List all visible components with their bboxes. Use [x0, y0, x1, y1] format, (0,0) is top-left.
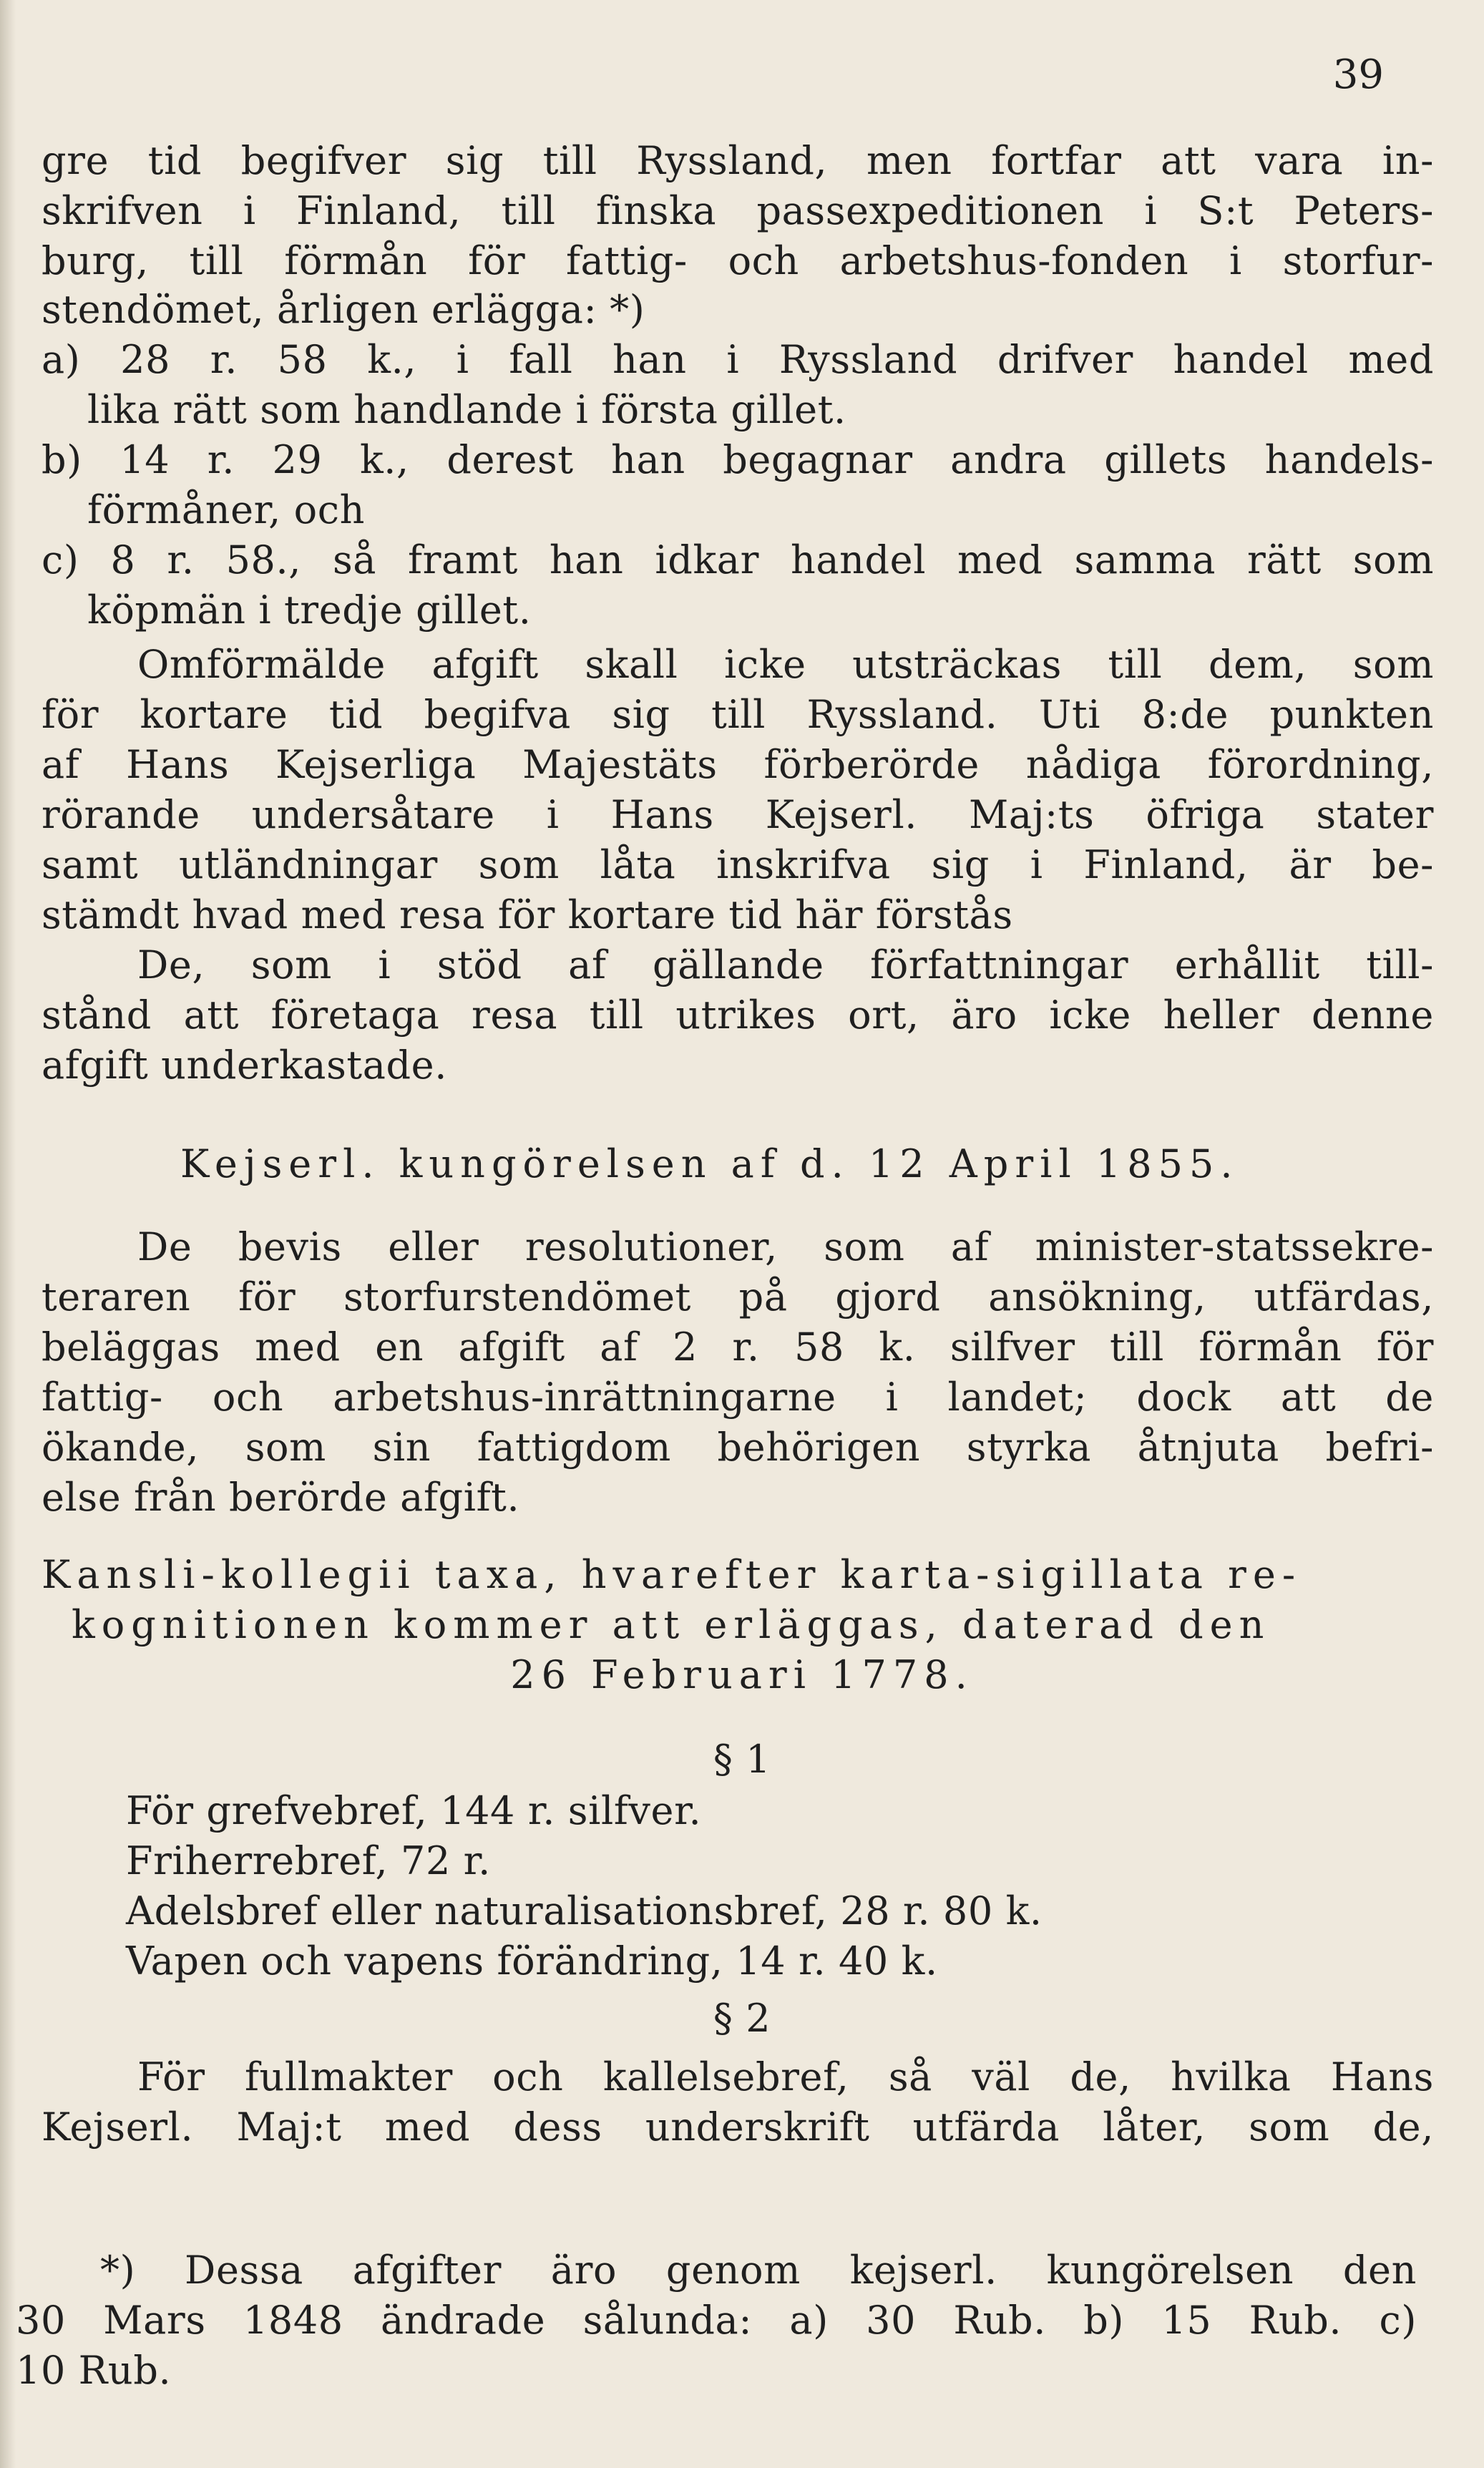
text-line: teraren för storfurstendömet på gjord ansökning, utfärdas, [42, 1274, 1434, 1320]
section-mark: § 2 [713, 1996, 771, 2041]
page-number: 39 [1332, 52, 1384, 98]
text-line: Kejserl. Maj:t med dess underskrift utfärda låter, som de, [42, 2104, 1434, 2150]
text-line: stånd att företaga resa till utrikes ort, äro icke heller denne [42, 992, 1434, 1038]
tariff-heading: kognitionen kommer att erläggas, daterad den [72, 1602, 1271, 1647]
list-item-c: c) 8 r. 58., så framt han idkar handel med samma rätt som [42, 537, 1434, 582]
paragraph-start: Omförmälde afgift skall icke utsträckas till dem, som [137, 642, 1434, 687]
text-line: förmåner, och [87, 487, 365, 532]
text-line: af Hans Kejserliga Majestäts förberörde nådiga förordning, [42, 742, 1434, 787]
text-line: för kortare tid begifva sig till Ryssland. Uti 8:de punkten [42, 692, 1434, 737]
text-line: ökande, som sin fattigdom behörigen styrka åtnjuta befri- [42, 1425, 1434, 1470]
text-line: rörande undersåtare i Hans Kejserl. Maj:ts öfriga stater [42, 792, 1434, 837]
section-heading: Kejserl. kungörelsen af d. 12 April 1855. [180, 1141, 1239, 1186]
tariff-item: Friherrebref, 72 r. [126, 1838, 491, 1883]
tariff-item: För grefvebref, 144 r. silfver. [126, 1788, 702, 1833]
footnote: 10 Rub. [16, 2348, 172, 2393]
paragraph-start: De, som i stöd af gällande författningar erhållit till- [137, 942, 1434, 987]
footnote: *) Dessa afgifter äro genom kejserl. kungörelsen den [100, 2248, 1417, 2293]
text-line: gre tid begifver sig till Ryssland, men fortfar att vara in- [42, 138, 1434, 183]
tariff-item: Vapen och vapens förändring, 14 r. 40 k. [126, 1938, 938, 1984]
text-line: burg, till förmån för fattig- och arbetshus-fonden i storfur- [42, 238, 1434, 283]
text-line: samt utländningar som låta inskrifva sig i Finland, är be- [42, 842, 1434, 887]
footnote: 30 Mars 1848 ändrade sålunda: a) 30 Rub. b) 15 Rub. c) [16, 2298, 1417, 2343]
section-mark: § 1 [713, 1737, 771, 1782]
tariff-date: 26 Februari 1778. [510, 1652, 974, 1697]
text-line: afgift underkastade. [42, 1043, 447, 1088]
list-item-a: a) 28 r. 58 k., i fall han i Ryssland drifver handel med [42, 337, 1434, 382]
tariff-heading: Kansli-kollegii taxa, hvarefter karta-sigillata re- [42, 1552, 1302, 1597]
list-item-b: b) 14 r. 29 k., derest han begagnar andra gillets handels- [42, 437, 1434, 482]
paragraph-start: För fullmakter och kallelsebref, så väl de, hvilka Hans [137, 2054, 1434, 2099]
text-line: köpmän i tredje gillet. [87, 587, 532, 633]
text-line: skrifven i Finland, till finska passexpeditionen i S:t Peters- [42, 188, 1434, 233]
text-line: stendömet, årligen erlägga: *) [42, 287, 645, 332]
paragraph-start: De bevis eller resolutioner, som af minister-statssekre- [137, 1224, 1434, 1269]
text-line: fattig- och arbetshus-inrättningarne i landet; dock att de [42, 1375, 1434, 1420]
text-line: lika rätt som handlande i första gillet. [87, 387, 846, 432]
text-line: else från berörde afgift. [42, 1475, 520, 1520]
text-line: stämdt hvad med resa för kortare tid här förstås [42, 892, 1013, 937]
tariff-item: Adelsbref eller naturalisationsbref, 28 r. 80 k. [126, 1888, 1043, 1933]
text-line: beläggas med en afgift af 2 r. 58 k. silfver till förmån för [42, 1325, 1434, 1370]
